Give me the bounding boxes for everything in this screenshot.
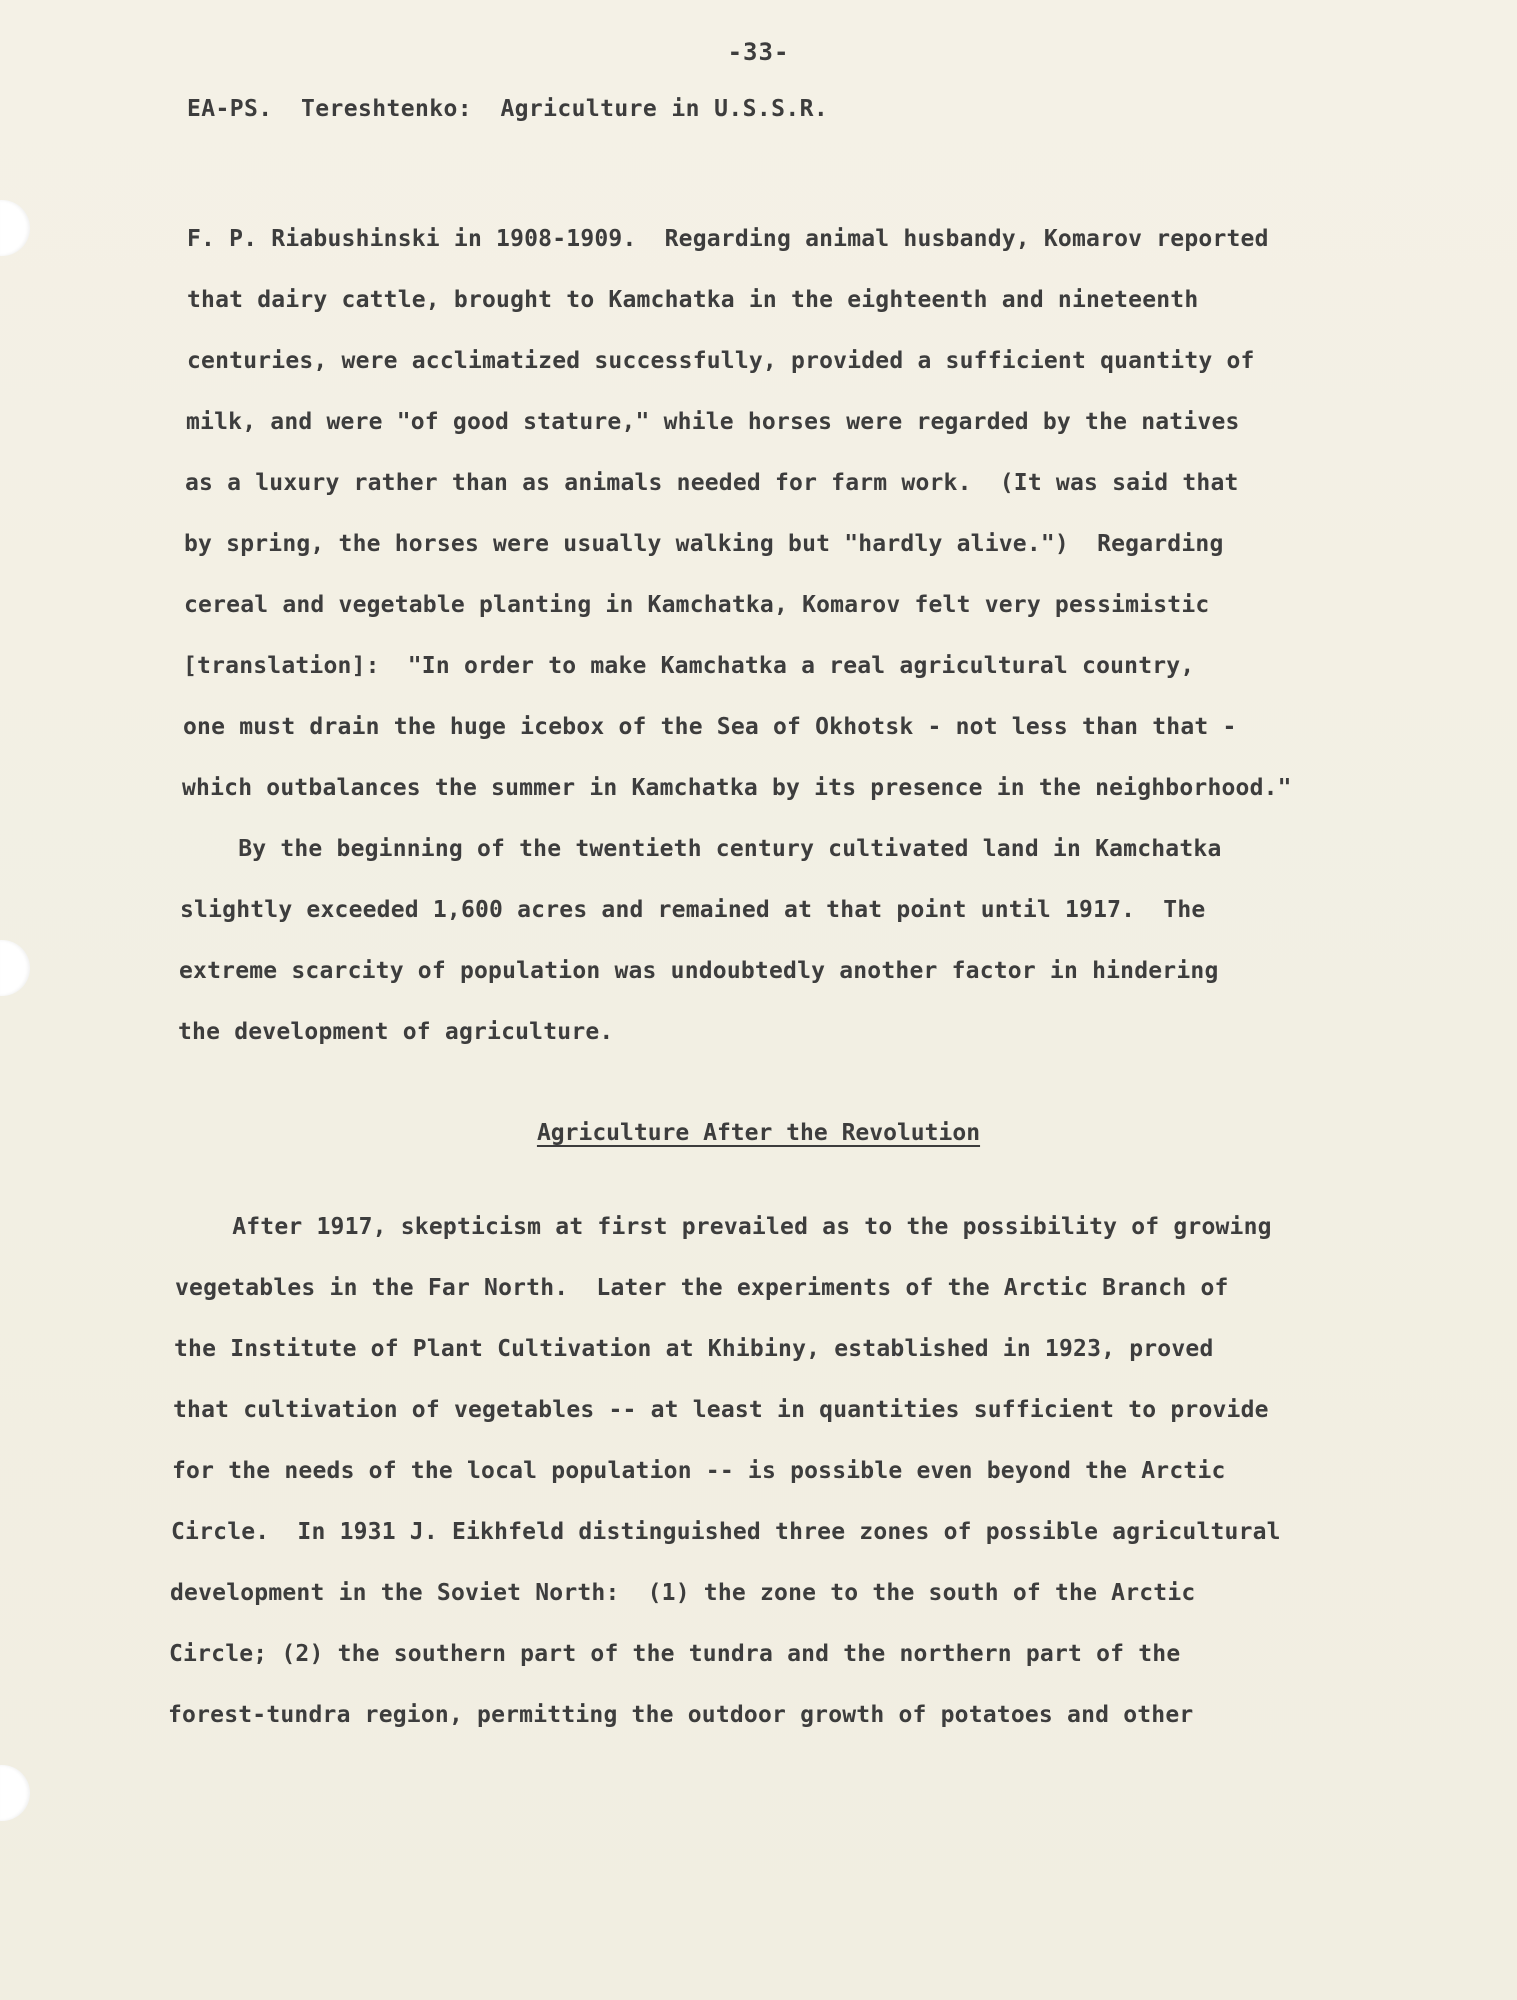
punch-hole-middle bbox=[0, 940, 30, 996]
text-line: the development of agriculture. bbox=[178, 1019, 614, 1045]
text-line: for the needs of the local population -- is possible even beyond the Arctic bbox=[172, 1458, 1226, 1484]
text-line: Circle; (2) the southern part of the tundra and the northern part of the bbox=[169, 1641, 1181, 1667]
text-line: centuries, were acclimatized successfully, provided a sufficient quantity of bbox=[187, 348, 1255, 374]
text-line: that dairy cattle, brought to Kamchatka in the eighteenth and nineteenth bbox=[187, 287, 1199, 313]
text-line: vegetables in the Far North. Later the experiments of the Arctic Branch of bbox=[175, 1275, 1229, 1301]
text-line: milk, and were "of good stature," while horses were regarded by the natives bbox=[186, 409, 1240, 435]
text-line: slightly exceeded 1,600 acres and remained at that point until 1917. The bbox=[180, 897, 1206, 923]
text-line: F. P. Riabushinski in 1908-1909. Regarding animal husbandy, Komarov reported bbox=[187, 226, 1269, 252]
text-line: [translation]: "In order to make Kamchatka a real agricultural country, bbox=[183, 653, 1195, 679]
punch-hole-top bbox=[0, 200, 30, 256]
text-line: Circle. In 1931 J. Eikhfeld distinguished three zones of possible agricultural bbox=[171, 1519, 1281, 1545]
text-line: one must drain the huge icebox of the Sea of Okhotsk - not less than that - bbox=[183, 714, 1237, 740]
text-line: After 1917, skepticism at first prevailed as to the possibility of growing bbox=[176, 1214, 1272, 1240]
punch-hole-bottom bbox=[0, 1765, 30, 1821]
text-line: forest-tundra region, permitting the outdoor growth of potatoes and other bbox=[168, 1702, 1194, 1728]
running-head: EA-PS. Tereshtenko: Agriculture in U.S.S.R. bbox=[187, 96, 829, 122]
page-number: -33- bbox=[727, 38, 790, 66]
text-line: which outbalances the summer in Kamchatka by its presence in the neighborhood." bbox=[182, 775, 1292, 801]
text-line: by spring, the horses were usually walking but "hardly alive.") Regarding bbox=[184, 531, 1224, 557]
text-line: the Institute of Plant Cultivation at Khibiny, established in 1923, proved bbox=[174, 1336, 1214, 1362]
text-line: cereal and vegetable planting in Kamchatka, Komarov felt very pessimistic bbox=[184, 592, 1210, 618]
section-heading: Agriculture After the Revolution bbox=[536, 1120, 981, 1146]
text-line: By the beginning of the twentieth century cultivated land in Kamchatka bbox=[182, 836, 1222, 862]
text-line: that cultivation of vegetables -- at least in quantities sufficient to provide bbox=[173, 1397, 1269, 1423]
text-line: extreme scarcity of population was undoubtedly another factor in hindering bbox=[179, 958, 1219, 984]
text-line: as a luxury rather than as animals needed for farm work. (It was said that bbox=[185, 470, 1239, 496]
text-line: development in the Soviet North: (1) the zone to the south of the Arctic bbox=[170, 1580, 1196, 1606]
